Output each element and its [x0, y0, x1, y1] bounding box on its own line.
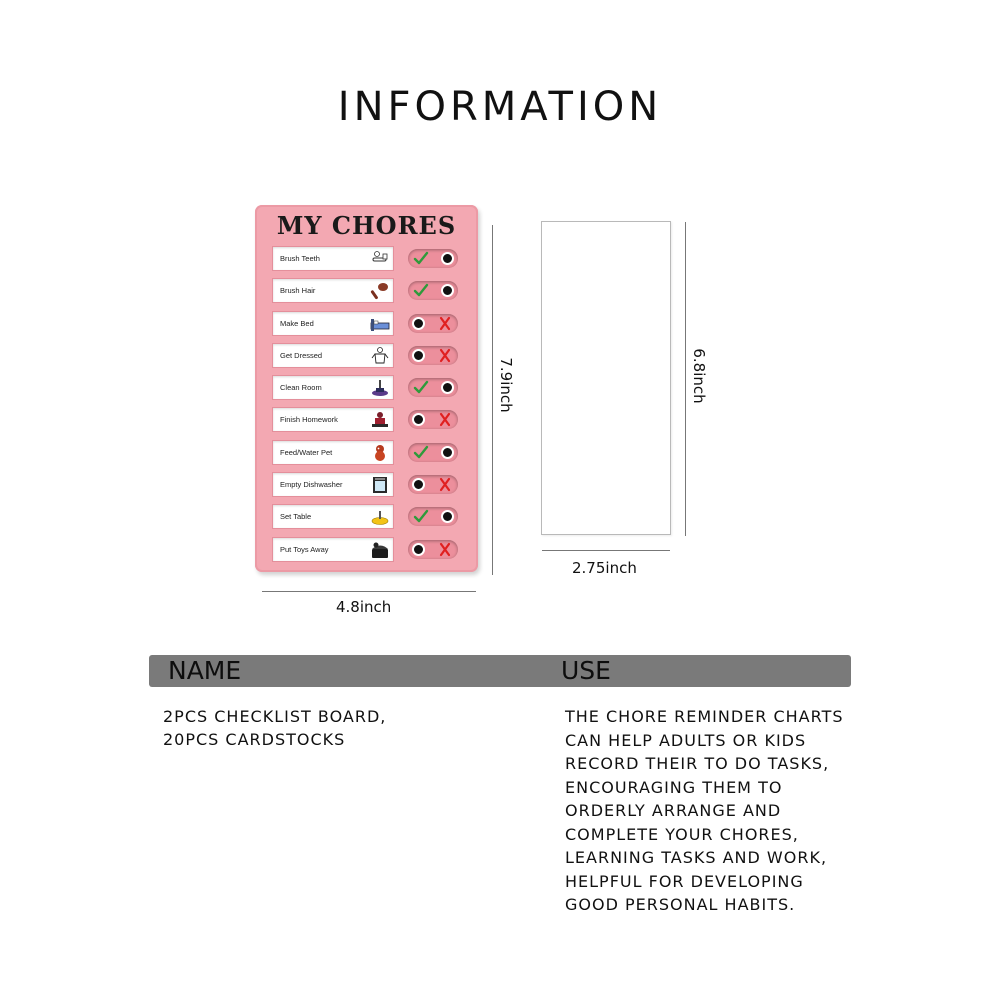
use-description [565, 705, 875, 917]
chore-status-slider[interactable] [408, 378, 458, 397]
use-line: ORDERLY ARRANGE AND [565, 801, 782, 820]
chore-row [272, 340, 466, 372]
chore-row [272, 534, 466, 566]
chore-status-slider[interactable] [408, 475, 458, 494]
table-setting-icon [370, 507, 390, 527]
chore-label-card [272, 311, 394, 336]
use-line: HELPFUL FOR DEVELOPING [565, 871, 804, 891]
chore-label: Get Dressed [280, 350, 323, 360]
chore-list [272, 243, 466, 566]
chore-label-card [272, 246, 394, 271]
chore-label-card [272, 375, 394, 400]
card-width-line [542, 550, 670, 551]
chore-label: Brush Hair [280, 286, 316, 296]
board-width-label: 4.8inch [336, 598, 392, 616]
cross-icon [437, 316, 453, 331]
slider-knob[interactable] [441, 381, 454, 394]
slider-knob[interactable] [412, 478, 425, 491]
chore-board [255, 205, 478, 572]
slider-knob[interactable] [441, 446, 454, 459]
chore-label-card [272, 504, 394, 529]
bed-icon [370, 314, 390, 334]
chore-label-card [272, 472, 394, 497]
cardstock-sheet [541, 221, 671, 535]
check-icon [413, 380, 429, 395]
check-icon [413, 251, 429, 266]
shirt-icon [370, 346, 390, 366]
toothbrush-icon [370, 249, 390, 269]
chore-label-card [272, 537, 394, 562]
slider-knob[interactable] [412, 543, 425, 556]
homework-icon [370, 410, 390, 430]
chore-status-slider[interactable] [408, 249, 458, 268]
cross-icon [437, 412, 453, 427]
slider-knob[interactable] [441, 510, 454, 523]
board-height-line [492, 225, 493, 575]
slider-knob[interactable] [412, 317, 425, 330]
check-icon [413, 445, 429, 460]
cross-icon [437, 477, 453, 492]
hairbrush-icon [370, 281, 390, 301]
chore-row [272, 437, 466, 469]
chore-label: Finish Homework [280, 415, 338, 425]
chore-row [272, 404, 466, 436]
chore-status-slider[interactable] [408, 507, 458, 526]
card-height-label: 6.8inch [690, 348, 708, 404]
use-line: ENCOURAGING THEM TO [565, 777, 783, 797]
chore-label: Make Bed [280, 318, 314, 328]
slider-knob[interactable] [412, 349, 425, 362]
chore-label: Clean Room [280, 383, 322, 393]
chore-status-slider[interactable] [408, 410, 458, 429]
cross-icon [437, 348, 453, 363]
check-icon [413, 509, 429, 524]
board-height-label: 7.9inch [497, 357, 515, 413]
board-title: MY CHORES [276, 211, 457, 240]
chore-label: Empty Dishwasher [280, 480, 343, 490]
chore-row [272, 308, 466, 340]
chore-label-card [272, 407, 394, 432]
board-width-line [262, 591, 476, 592]
pet-icon [370, 443, 390, 463]
chore-row [272, 469, 466, 501]
name-line: 20PCS CARDSTOCKS [163, 730, 346, 749]
check-icon [413, 283, 429, 298]
slider-knob[interactable] [441, 252, 454, 265]
toy-chest-icon [370, 540, 390, 560]
card-width-label: 2.75inch [572, 559, 637, 577]
use-line: THE CHORE REMINDER CHARTS [565, 707, 844, 726]
name-description [163, 705, 463, 751]
chore-row [272, 275, 466, 307]
use-line: COMPLETE YOUR CHORES, [565, 824, 799, 844]
chore-status-slider[interactable] [408, 314, 458, 333]
use-line: RECORD THEIR TO DO TASKS, [565, 754, 830, 773]
chore-status-slider[interactable] [408, 281, 458, 300]
use-column-header: USE [561, 656, 611, 685]
chore-label: Brush Teeth [280, 254, 320, 263]
vacuum-icon [370, 378, 390, 398]
chore-status-slider[interactable] [408, 443, 458, 462]
card-height-line [685, 222, 686, 536]
use-line: GOOD PERSONAL HABITS. [565, 895, 796, 914]
table-header-bar [149, 655, 851, 687]
chore-row [272, 501, 466, 533]
use-line: LEARNING TASKS AND WORK, [565, 848, 828, 867]
chore-row [272, 243, 466, 275]
chore-label: Set Table [280, 512, 312, 522]
chore-label: Put Toys Away [280, 544, 329, 554]
cross-icon [437, 542, 453, 557]
name-column-header: NAME [168, 656, 242, 685]
chore-status-slider[interactable] [408, 346, 458, 365]
page-title: INFORMATION [337, 84, 663, 130]
slider-knob[interactable] [441, 284, 454, 297]
chore-row [272, 372, 466, 404]
chore-label-card [272, 343, 394, 368]
name-line: 2PCS CHECKLIST BOARD, [163, 707, 387, 726]
use-line: CAN HELP ADULTS OR KIDS [565, 730, 807, 750]
chore-label-card [272, 278, 394, 303]
chore-label: Feed/Water Pet [280, 447, 333, 457]
chore-status-slider[interactable] [408, 540, 458, 559]
chore-label-card [272, 440, 394, 465]
slider-knob[interactable] [412, 413, 425, 426]
dishwasher-icon [370, 475, 390, 495]
